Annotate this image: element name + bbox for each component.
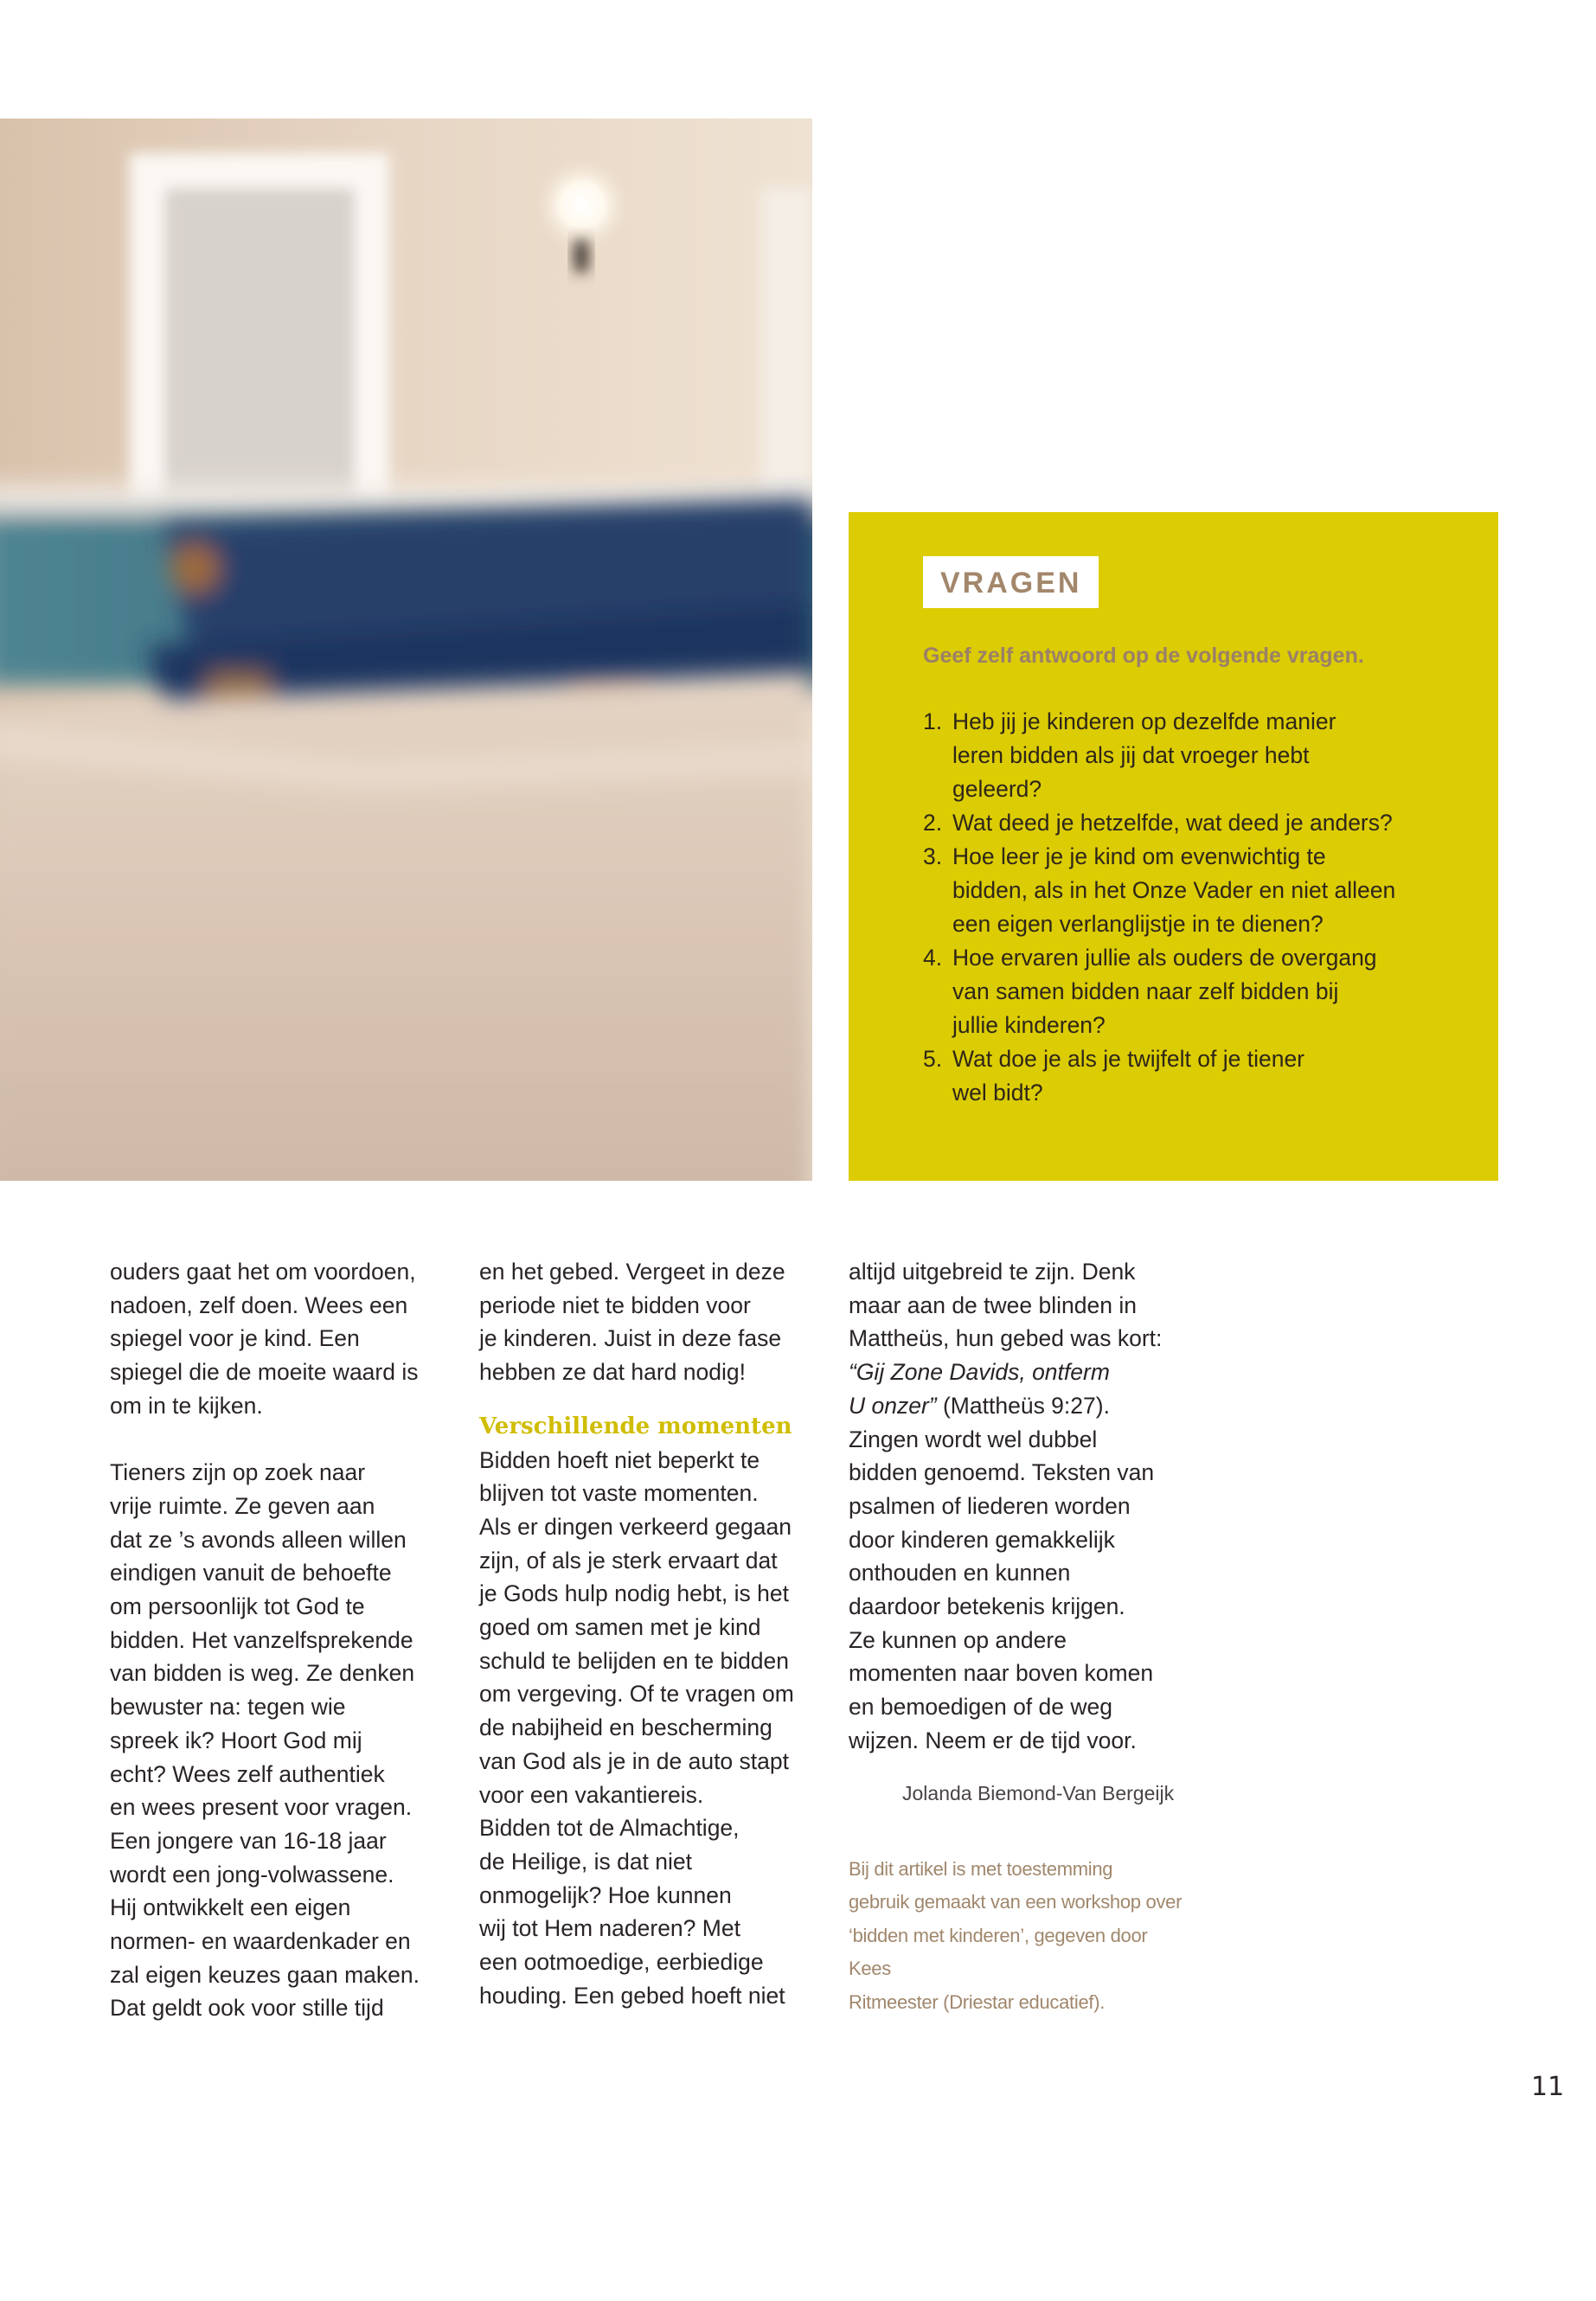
body-paragraph: Bidden hoeft niet beperkt te blijven tot vaste momenten. Als er dingen verkeerd gegaan zijn, of als je sterk ervaart dat je Gods hulp nodig hebt, is het goed om samen met je kind schuld te belijden en te bidden om vergeving. Of te vragen om de nabijheid en bescherming van God als je in de auto stapt voor een vakantiereis. Bidden tot de Almachtige, de Heilige, is dat niet onmogelijk? Hoe kunnen wij tot Hem naderen? Met een ootmoedige, eerbiedige houding. Een gebed hoeft niet [479, 1446, 794, 2009]
article-column-3 [849, 1255, 1195, 2019]
page-number: 11 [1531, 2072, 1565, 2102]
article-column-2 [479, 1255, 825, 2012]
question-item: 1. Heb jij je kinderen op dezelfde manier leren bidden als jij dat vroeger hebt geleerd? [923, 708, 1336, 802]
bible-quote: “Gij Zone Davids, ontferm U onzer” [849, 1359, 1110, 1419]
question-item: 3. Hoe leer je je kind om evenwichtig te bidden, als in het Onze Vader en niet alleen een eigen verlanglijstje in te dienen? [923, 843, 1396, 937]
section-subheading: Verschillende momenten [479, 1413, 792, 1439]
question-item: 2. Wat deed je hetzelfde, wat deed je anders? [923, 810, 1393, 836]
question-item: 4. Hoe ervaren jullie als ouders de overgang van samen bidden naar zelf bidden bij jullie kinderen? [923, 945, 1377, 1038]
article-author: Jolanda Biemond-Van Bergeijk [902, 1781, 1175, 1804]
church-interior-photo [0, 119, 812, 1181]
questions-list [923, 705, 1438, 1110]
body-paragraph: ouders gaat het om voordoen, nadoen, zelf doen. Wees een spiegel voor je kind. Een spiegel die de moeite waard is om in te kijken. [110, 1259, 419, 1419]
article-column-1 [110, 1255, 456, 2025]
body-paragraph: en het gebed. Vergeet in deze periode niet te bidden voor je kinderen. Juist in deze fase hebben ze dat hard nodig! [479, 1259, 785, 1386]
source-note: Bij dit artikel is met toestemming gebruik gemaakt van een workshop over ‘bidden met kinderen’, gegeven door Kees Ritmeester (Driestar educatief). [849, 1857, 1183, 2013]
question-item: 5. Wat doe je als je twijfelt of je tiener wel bidt? [923, 1046, 1305, 1106]
body-paragraph: Tieners zijn op zoek naar vrije ruimte. Ze geven aan dat ze ’s avonds alleen willen eindigen vanuit de behoefte om persoonlijk tot God te bidden. Het vanzelfsprekende van bidden is weg. Ze denken bewuster na: tegen wie spreek ik? Hoort God mij echt? Wees zelf authentiek en wees present voor vragen. Een jongere van 16-18 jaar wordt een jong-volwassene. Hij ontwikkelt een eigen normen- en waardenkader en zal eigen keuzes gaan maken. Dat geldt ook voor stille tijd [110, 1459, 420, 2022]
questions-intro: Geef zelf antwoord op de volgende vragen. [923, 644, 1364, 668]
body-paragraph: altijd uitgebreid te zijn. Denk maar aan de twee blinden in Mattheüs, hun gebed was kort: “Gij Zone Davids, ontferm U onzer” (Mattheüs 9:27). Zingen wordt wel dubbel bidden genoemd. Teksten van psalmen of liederen worden door kinderen gemakkelijk onthouden en kunnen daardoor betekenis krijgen. Ze kunnen op andere momenten naar boven komen en bemoedigen of de weg wijzen. Neem er de tijd voor. [849, 1259, 1163, 1753]
questions-tag: VRAGEN [923, 556, 1099, 608]
questions-box [849, 512, 1498, 1181]
